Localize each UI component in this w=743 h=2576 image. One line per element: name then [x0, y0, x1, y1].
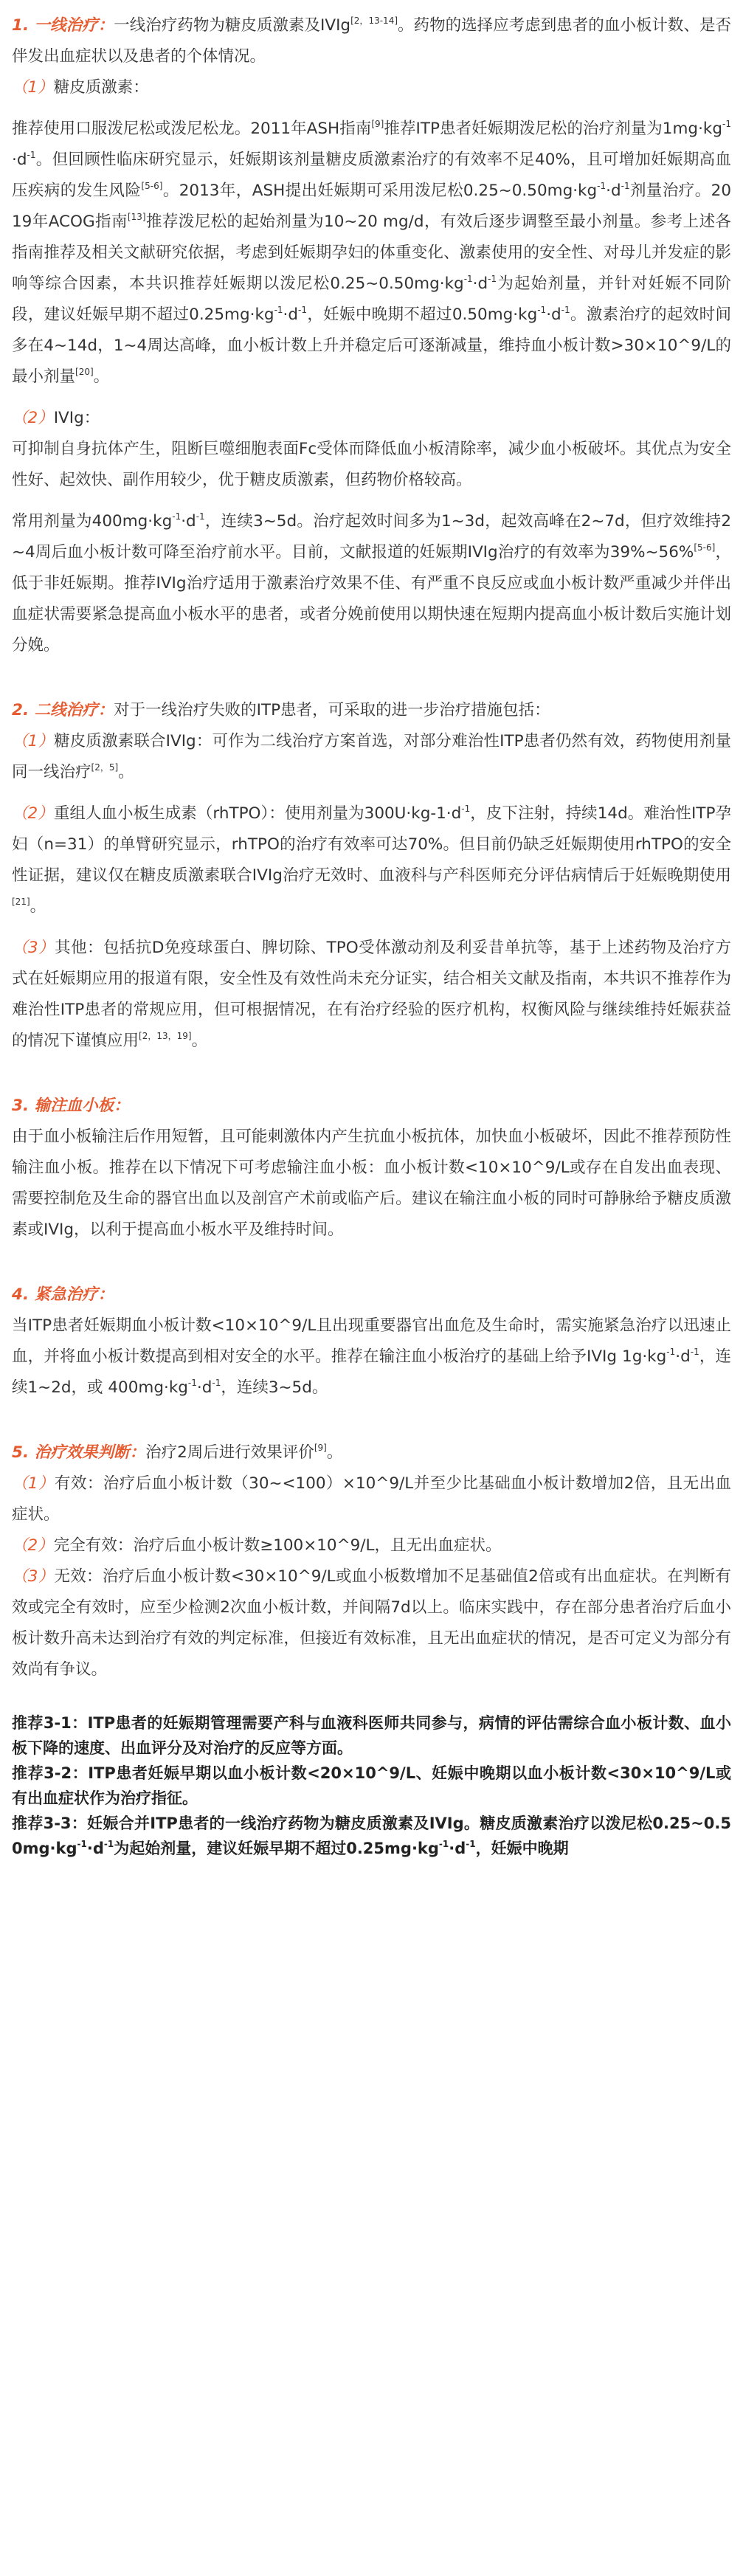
citation: [20] — [75, 367, 94, 377]
s5-para3: （3）无效：治疗后血小板计数<30×10^9/L或血小板数增加不足基础值2倍或有出血症状。在判断有效或完全有效时，应至少检测2次血小板计数，并间隔7d以上。临床实践中，存在部分患者治疗后血小板计数升高未达到治疗有效的判定标准，但接近有效标准，且无出血症状的情况，是否可定义为部分有效尚有争议。 — [12, 1567, 732, 1679]
s2-para2: （2）重组人血小板生成素（rhTPO）：使用剂量为$300U\cdot kg-1\cdot d^{-1}$，皮下注射，持续14d。难治性ITP孕妇（n=31）的单臂研究显示，rhTPO的治疗有效率可达70%。但目前仍缺乏妊娠期使用rhTPO的安全性证据，建议仅在糖皮质激素联合IVIg治疗无效时、血液科与产科医师充分评估病情后于妊娠晚期使用[21]。 — [12, 804, 731, 916]
recommendation-3-2: 推荐3-2：ITP患者妊娠早期以血小板计数<20×10^9/L、妊娠中晚期以血小板计数<30×10^9/L或有出血症状作为治疗指征。 — [12, 1764, 731, 1807]
s5-para2: （2）完全有效：治疗后血小板计数≥100×10^9/L，且无出血症状。 — [12, 1536, 502, 1555]
s2-heading: 2. 二线治疗： — [12, 701, 114, 719]
s1-sub2-title: （2）IVIg： — [12, 409, 100, 427]
s2-para1: （1）糖皮质激素联合IVIg：可作为二线治疗方案首选，对部分难治性ITP患者仍然有效，药物使用剂量同一线治疗[2，5]。 — [12, 732, 731, 781]
recommendations — [12, 1710, 731, 1861]
s3-heading: 3. 输注血小板： — [12, 1097, 130, 1115]
citation: [13] — [127, 212, 146, 222]
s2-intro: 2. 二线治疗：对于一线治疗失败的ITP患者，可采取的进一步治疗措施包括： — [12, 701, 550, 719]
s5-para1: （1）有效：治疗后血小板计数（30~<100）×10^9/L并至少比基础血小板计数增加2倍，且无出血症状。 — [12, 1474, 731, 1524]
s2-para3: （3）其他：包括抗D免疫球蛋白、脾切除、TPO受体激动剂及利妥昔单抗等，基于上述药物及治疗方式在妊娠期应用的报道有限，安全性及有效性尚未充分证实，结合相关文献及指南，本共识不推荐作为难治性ITP患者的常规应用，但可根据情况，在有治疗经验的医疗机构，权衡风险与继续维持妊娠获益的情况下谨慎应用[2，13，19]。 — [12, 939, 731, 1050]
citation: [5-6] — [141, 181, 163, 191]
citation: [5-6] — [694, 542, 716, 553]
s4-heading: 4. 紧急治疗： — [12, 1285, 114, 1304]
citation: [2，5] — [91, 762, 119, 773]
s1-intro: 1. 一线治疗：一线治疗药物为糖皮质激素及IVIg[2，13-14]。药物的选择应考虑到患者的血小板计数、是否伴发出血症状以及患者的个体情况。 — [12, 15, 731, 66]
s5-heading: 5. 治疗效果判断： — [12, 1443, 146, 1462]
s1-para1: 推荐使用口服泼尼松或泼尼松龙。2011年ASH指南[9]推荐ITP患者妊娠期泼尼松的治疗剂量为$1mg\cdot kg^{-1}\cdot d^{-1}$。但回顾性临床研究显示，妊娠期该剂量糖皮质激素治疗的有效率不足40%，且可增加妊娠期高血压疾病的发生风险[5-6]。2013年，ASH提出妊娠期可采用泼尼松$0.25\sim 0.50mg\cdot kg^{-1}\cdot d^{-1}$剂量治疗。2019年ACOG指南[13]推荐泼尼松的起始剂量为10~20 mg/d，有效后逐步调整至最小剂量。参考上述各指南推荐及相关文献研究依据，考虑到妊娠期孕妇的体重变化、激素使用的安全性、对母儿并发症的影响等综合因素，本共识推荐妊娠期以泼尼松$0.25\sim 0.50mg\cdot kg^{-1}\cdot d^{-1}$为起始剂量，并针对妊娠不同阶段，建议妊娠早期不超过$0.25mg\cdot kg^{-1}\cdot d^{-1}$，妊娠中晚期不超过$0.50mg\cdot kg^{-1}\cdot d^{-1}$。激素治疗的起效时间多在4~14d，1~4周达高峰，血小板计数上升并稳定后可逐渐减量，维持血小板计数>30×10^9/L的最小剂量[20]。 — [12, 119, 731, 386]
s1-para2: 可抑制自身抗体产生，阻断巨噬细胞表面Fc受体而降低血小板清除率，减少血小板破坏。其优点为安全性好、起效快、副作用较少，优于糖皮质激素，但药物价格较高。 — [12, 440, 731, 489]
s1-heading: 1. 一线治疗： — [12, 16, 114, 35]
s4-para: 当ITP患者妊娠期血小板计数<10×10^9/L且出现重要器官出血危及生命时，需实施紧急治疗以迅速止血，并将血小板计数提高到相对安全的水平。推荐在输注血小板治疗的基础上给予IVIg $1g\cdot kg^{-1}\cdot d^{-1}$，连续1~2d，或 $400mg\cdot kg^{-1}\cdot d^{-1}$，连续3~5d。 — [12, 1316, 731, 1397]
citation: [9] — [314, 1443, 327, 1453]
recommendation-3-3: 推荐3-3：妊娠合并ITP患者的一线治疗药物为糖皮质激素及IVIg。糖皮质激素治疗以泼尼松$0.25\sim 0.50mg\cdot kg^{-1}\cdot d^{-1}$为起始剂量，建议妊娠早期不超过$0.25mg\cdot kg^{-1}\cdot d^{-1}$，妊娠中晚期 — [12, 1814, 731, 1857]
s1-sub1-title: （1）糖皮质激素： — [12, 78, 149, 97]
s3-para: 由于血小板输注后作用短暂，且可能刺激体内产生抗血小板抗体，加快血小板破坏，因此不推荐预防性输注血小板。推荐在以下情况下可考虑输注血小板：血小板计数<10×10^9/L或存在自发出血表现、需要控制危及生命的器官出血以及剖宫产术前或临产后。建议在输注血小板的同时可静脉给予糖皮质激素或IVIg，以利于提高血小板水平及维持时间。 — [12, 1128, 731, 1239]
citation: [2，13，19] — [139, 1031, 192, 1041]
citation: [21] — [12, 897, 30, 907]
citation: [2，13-14] — [350, 15, 398, 26]
s5-intro: 5. 治疗效果判断：治疗2周后进行效果评价[9]。 — [12, 1443, 343, 1462]
s1-para3: 常用剂量为$400mg\cdot kg^{-1}\cdot d^{-1}$，连续3~5d。治疗起效时间多为1~3d，起效高峰在2~7d，但疗效维持2~4周后血小板计数可降至治疗前水平。目前，文献报道的妊娠期IVIg治疗的有效率为39%~56%[5-6]，低于非妊娠期。推荐IVIg治疗适用于激素治疗效果不佳、有严重不良反应或血小板计数严重减少并伴出血症状需要紧急提高血小板水平的患者，或者分娩前使用以期快速在短期内提高血小板计数后实施计划分娩。 — [12, 511, 732, 655]
recommendation-3-1: 推荐3-1：ITP患者的妊娠期管理需要产科与血液科医师共同参与，病情的评估需综合血小板计数、血小板下降的速度、出血评分及对治疗的反应等方面。 — [12, 1714, 731, 1757]
citation: [9] — [371, 119, 384, 129]
